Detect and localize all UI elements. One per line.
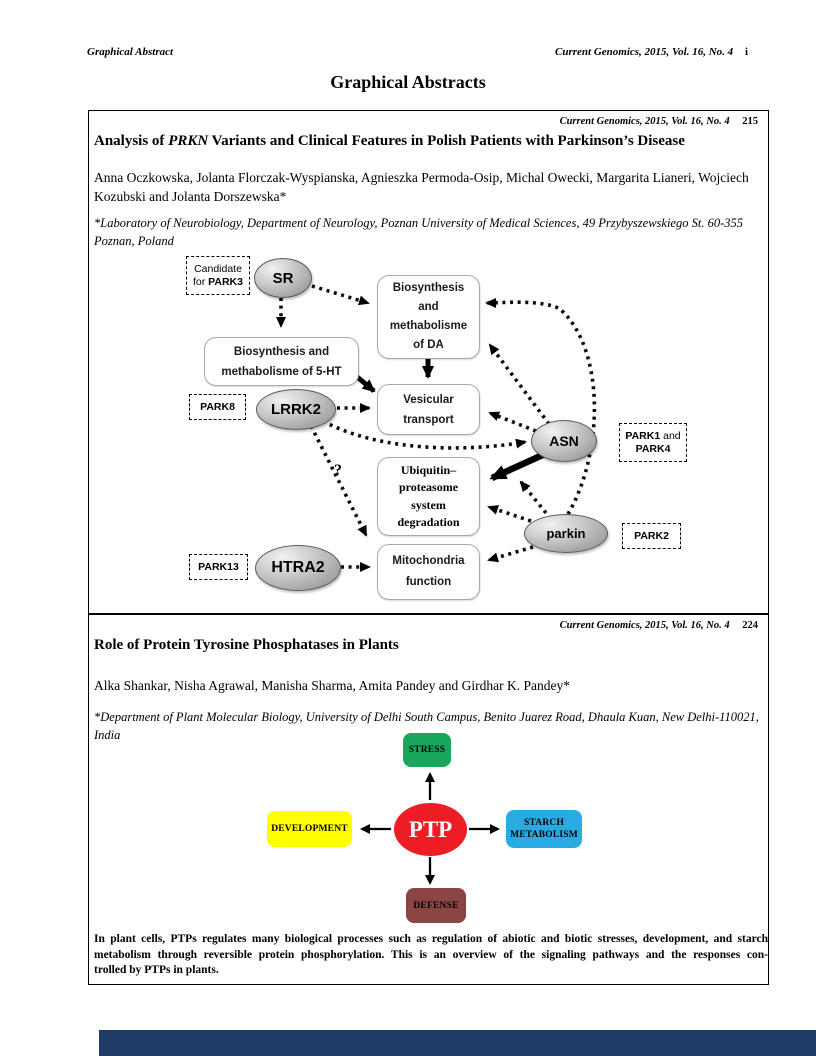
box-vesicular-transport: Vesicular transport — [377, 384, 480, 435]
box-ubiquitin-proteasome: Ubiquitin– proteasome system degradation — [377, 457, 480, 536]
node-lrrk2: LRRK2 — [256, 389, 336, 430]
tag-park8: PARK8 — [189, 394, 246, 420]
box-biosynthesis-5ht: Biosynthesis and methabolisme of 5-HT — [204, 337, 359, 386]
node-htra2: HTRA2 — [255, 545, 341, 591]
box-biosynthesis-da: Biosynthesis and methabolisme of DA — [377, 275, 480, 359]
abstract1-title — [94, 133, 764, 150]
abstract1-journal: Current Genomics, 2015, Vol. 16, No. 4 — [559, 116, 730, 127]
tag-park4: PARK4 — [635, 442, 671, 455]
ptp-defense-box: DEFENSE — [406, 888, 466, 923]
abstract2-caption — [94, 932, 768, 979]
abstract1-affiliation: *Laboratory of Neurobiology, Department of Neurology, Poznan University of Medical Sciences, 49 Przybyszewskiego St. 60-355 Poznan, Poland — [94, 216, 743, 248]
node-parkin: parkin — [524, 514, 608, 553]
tag-park13: PARK13 — [189, 554, 248, 580]
abstract1-title-suffix: Variants and Clinical Features in Polish Patients with Parkinson’s Disease — [208, 133, 685, 149]
node-sr: SR — [254, 258, 312, 298]
running-head-left: Graphical Abstract — [87, 46, 174, 58]
node-asn: ASN — [531, 420, 597, 462]
ptp-stress-box: STRESS — [403, 733, 451, 767]
caption-line-3: trolled by PTPs in plants. — [94, 964, 219, 977]
abstract2-title: Role of Protein Tyrosine Phosphatases in Plants — [94, 637, 399, 653]
abstract2-journal-line — [560, 620, 758, 631]
page-title: Graphical Abstracts — [330, 72, 486, 92]
abstract2-affiliation: *Department of Plant Molecular Biology, University of Delhi South Campus, Benito Juarez Road, Dhaula Kuan, New Delhi-110021, India — [94, 710, 759, 742]
tag-park2: PARK2 — [622, 523, 681, 549]
tag-park1-park4 — [619, 423, 687, 462]
running-head-journal: Current Genomics, 2015, Vol. 16, No. 4 — [555, 46, 734, 58]
tag-candidate-line2: for PARK3 — [193, 275, 243, 288]
abstract2-panel — [88, 614, 769, 985]
caption-line-1: In plant cells, PTPs regulates many biological processes such as regulation of abiotic and biotic stresses, development, and starch — [94, 933, 768, 945]
abstract1-page-number: 215 — [742, 116, 758, 127]
footer-bar — [99, 1030, 816, 1056]
abstract1-authors: Anna Oczkowska, Jolanta Florczak-Wyspianska, Agnieszka Permoda-Osip, Michal Owecki, Margarita Lianeri, Wojciech Kozubski and Jolanta Dorszewska* — [94, 170, 749, 204]
ptp-starch-metabolism-box: STARCH METABOLISM — [506, 810, 582, 848]
ptp-development-box: DEVELOPMENT — [267, 811, 352, 847]
abstract1-journal-line — [560, 116, 758, 127]
abstract2-authors: Alka Shankar, Nisha Agrawal, Manisha Sharma, Amita Pandey and Girdhar K. Pandey* — [94, 678, 570, 693]
abstract1-title-gene: PRKN — [168, 133, 209, 149]
running-head-right — [555, 46, 748, 58]
tag-park1-line1: PARK1 and — [625, 429, 681, 442]
tag-candidate-park3 — [186, 256, 250, 295]
tag-candidate-line1: Candidate — [194, 262, 242, 275]
question-mark-label: ? — [334, 462, 342, 479]
running-head-page-number: i — [744, 46, 748, 58]
ptp-center-node: PTP — [394, 803, 467, 856]
abstract2-page-number: 224 — [742, 620, 758, 631]
abstract1-title-prefix: Analysis of — [94, 133, 169, 149]
box-mitochondria-function: Mitochondria function — [377, 544, 480, 600]
abstract2-journal: Current Genomics, 2015, Vol. 16, No. 4 — [559, 620, 730, 631]
caption-line-2: metabolism through reversible protein phosphorylation. This is an overview of the signaling pathways and the responses con- — [94, 948, 768, 961]
